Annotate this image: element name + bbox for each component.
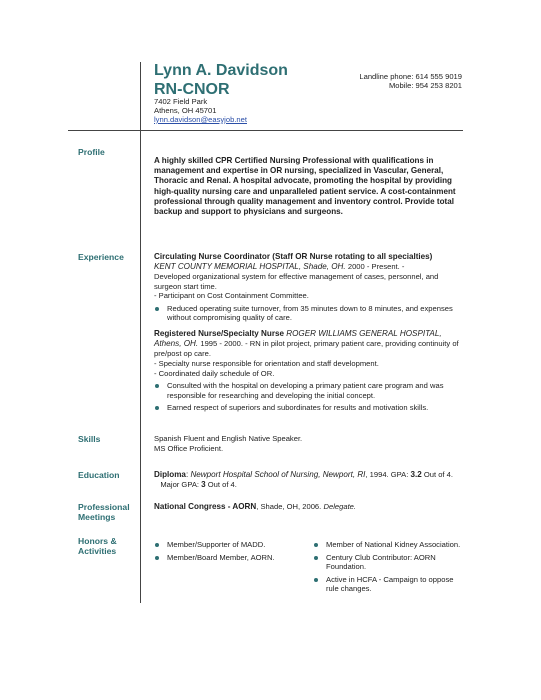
honors-left-list: [154, 537, 304, 565]
job-2-desc-2: - Coordinated daily schedule of OR.: [154, 368, 275, 378]
address-line-2: Athens, OH 45701: [154, 106, 217, 115]
bullet-icon: [314, 556, 318, 560]
list-item: Member/Board Member, AORN.: [154, 553, 304, 563]
education-gpa: 3.2: [410, 470, 422, 479]
email-link[interactable]: lynn.davidson@easyjob.net: [154, 115, 247, 124]
mobile-phone: Mobile: 954 253 8201: [388, 81, 462, 90]
header-divider: [68, 130, 463, 131]
header-vertical-rule: [140, 62, 141, 130]
bullet-icon: [314, 578, 318, 582]
education-entry: Diploma: Newport Hospital School of Nursing, Newport, RI, 1994. GPA: 3.2 Out of 4. Major GPA: 3 Out of 4.: [154, 470, 453, 489]
list-item: Reduced operating suite turnover, from 35 minutes down to 8 minutes, and expenses without compromising quality of care.: [154, 304, 464, 323]
job-2-title: Registered Nurse/Specialty Nurse: [154, 329, 285, 338]
bullet-icon: [155, 384, 159, 388]
section-professional-meetings: Professional Meetings: [78, 502, 130, 522]
job-2-dates: 1995 - 2000. - RN in pilot project, primary patient care, providing continuity of pre/post op care.: [154, 339, 459, 358]
bullet-icon: [314, 543, 318, 547]
bullet-icon: [155, 543, 159, 547]
section-honors-activities: Honors & Activities: [78, 536, 117, 556]
job-2-desc-1: - Specialty nurse responsible for orientation and staff development.: [154, 359, 379, 368]
skill-1: Spanish Fluent and English Native Speaker.: [154, 434, 303, 443]
bullet-icon: [155, 307, 159, 311]
section-skills: Skills: [78, 434, 101, 444]
bullet-icon: [155, 406, 159, 410]
job-1-employer: KENT COUNTY MEMORIAL HOSPITAL, Shade, OH.: [154, 262, 346, 271]
skills-block: [154, 434, 464, 453]
section-experience: Experience: [78, 252, 124, 262]
meeting-place: , Shade, OH, 2006.: [256, 502, 322, 511]
education-school: Newport Hospital School of Nursing, Newport, RI: [190, 470, 366, 479]
list-item: Member/Supporter of MADD.: [154, 540, 304, 550]
meetings-entry: [154, 502, 464, 512]
skill-2: MS Office Proficient.: [154, 443, 224, 453]
meeting-role: Delegate.: [323, 502, 357, 511]
job-2-employer: ROGER WILLIAMS GENERAL HOSPITAL, Athens, OH.: [154, 329, 442, 348]
profile-summary: A highly skilled CPR Certified Nursing Professional with qualifications in management and expertise in OR nursing, specialized in Vascular, General, Thoracic and Renal. A hospital advocate, promoting the hospital by providing high-quality nursing care and unparalleled patient service. A cost-containment professional through quality management and inventory control. Provide total backup and support to physicians and surgeons.: [154, 156, 456, 217]
candidate-title: RN-CNOR: [154, 81, 230, 98]
section-vertical-rule: [140, 131, 141, 603]
bullet-icon: [155, 556, 159, 560]
honors-right-list: [313, 537, 465, 597]
section-education: Education: [78, 470, 120, 480]
address-line-1: 7402 Field Park: [154, 97, 208, 106]
job-entry-2: [154, 329, 464, 416]
education-major-gpa: 3: [201, 480, 206, 489]
candidate-name: Lynn A. Davidson: [154, 62, 288, 79]
job-1-title: Circulating Nurse Coordinator (Staff OR Nurse rotating to all specialties): [154, 252, 433, 261]
job-1-desc-2: - Participant on Cost Containment Committee.: [154, 291, 309, 301]
meeting-event: National Congress - AORN: [154, 502, 257, 511]
job-1-desc-1: Developed organizational system for effective management of cases, personnel, and surgeon start time.: [154, 272, 439, 291]
list-item: Consulted with the hospital on developing a primary patient care program and was responsible for researching and developing the initial concept.: [154, 381, 464, 400]
landline-phone: Landline phone: 614 555 9019: [359, 72, 462, 81]
section-profile: Profile: [78, 147, 105, 157]
education-degree: Diploma: [154, 470, 186, 479]
list-item: Member of National Kidney Association.: [313, 540, 465, 550]
list-item: Active in HCFA - Campaign to oppose rule changes.: [313, 575, 465, 594]
job-entry-1: [154, 252, 464, 326]
job-1-dates: 2000 - Present. -: [347, 262, 405, 271]
list-item: Earned respect of superiors and subordinates for results and motivation skills.: [154, 403, 464, 413]
list-item: Century Club Contributor: AORN Foundation.: [313, 553, 465, 572]
